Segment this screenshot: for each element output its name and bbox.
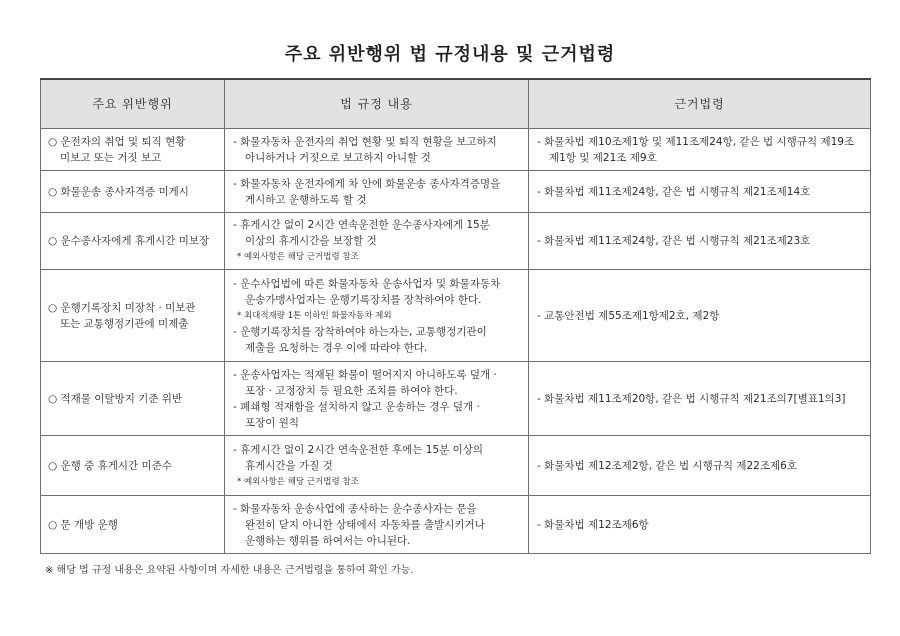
page-title: 주요 위반행위 법 규정내용 및 근거법령 xyxy=(284,44,616,65)
content-line: 게시하고 운행하도록 할 것 xyxy=(245,193,367,206)
table-row xyxy=(41,171,871,213)
content-line: 완전히 닫지 아니한 상태에서 자동차를 출발시키거나 xyxy=(245,518,485,531)
header-basis: 근거법령 xyxy=(529,79,871,129)
basis-line: - 화물차법 제11조제24항, 같은 법 시행규칙 제21조제23호 xyxy=(537,235,811,247)
table-header-row xyxy=(41,79,871,129)
violation-cell xyxy=(41,129,225,171)
basis-line: - 화물차법 제11조제20항, 같은 법 시행규칙 제21조의7[별표1의3] xyxy=(537,392,846,405)
table-row xyxy=(41,362,871,436)
violation-line: ○ 운행기록장치 미장착 · 미보관 xyxy=(48,301,196,314)
table-row xyxy=(41,436,871,496)
content-note: * 예외사항은 해당 근거법령 참조 xyxy=(237,252,359,262)
content-cell xyxy=(225,496,529,554)
content-line: 포장이 원칙 xyxy=(245,416,300,429)
content-line: - 화물자동차 운송사업에 종사하는 운수종사자는 문을 xyxy=(233,502,477,515)
violation-cell xyxy=(41,496,225,554)
violation-cell xyxy=(41,362,225,436)
content-line: 제출을 요청하는 경우 이에 따라야 한다. xyxy=(245,341,428,354)
content-cell xyxy=(225,270,529,362)
basis-line: - 교통안전법 제55조제1항제2호, 제2항 xyxy=(537,309,720,322)
basis-cell xyxy=(529,496,871,554)
basis-cell xyxy=(529,436,871,496)
content-line: - 휴게시간 없이 2시간 연속운전한 후에는 15분 이상의 xyxy=(233,443,484,456)
header-violation: 주요 위반행위 xyxy=(41,79,225,129)
header-content: 법 규정 내용 xyxy=(225,79,529,129)
basis-cell xyxy=(529,129,871,171)
basis-cell xyxy=(529,213,871,270)
content-note: * 최대적재량 1톤 이하인 화물자동차 제외 xyxy=(237,310,392,321)
basis-line: 제1항 및 제21조 제9호 xyxy=(549,151,657,164)
table-row xyxy=(41,213,871,270)
violation-cell xyxy=(41,171,225,213)
violation-line: ○ 운전자의 취업 및 퇴직 현황 xyxy=(48,135,186,148)
basis-line: - 화물차법 제10조제1항 및 제11조제24항, 같은 법 시행규칙 제19조 xyxy=(537,135,855,148)
table-row xyxy=(41,129,871,171)
content-line: 이상의 휴게시간을 보장할 것 xyxy=(245,235,377,247)
violation-line: 미보고 또는 거짓 보고 xyxy=(60,151,162,164)
content-line: 운행하는 행위를 하여서는 아니된다. xyxy=(245,534,411,547)
content-line: - 화물자동차 운전자의 취업 현황 및 퇴직 현황을 보고하지 xyxy=(233,135,497,148)
content-line: - 운행기록장치를 장착하여야 하는자는, 교통행정기관이 xyxy=(233,325,487,338)
violation-cell xyxy=(41,213,225,270)
content-line: 휴게시간을 가질 것 xyxy=(245,459,333,472)
content-line: 운송가맹사업자는 운행기록장치를 장착하여야 한다. xyxy=(245,293,482,306)
content-cell xyxy=(225,362,529,436)
violation-line: 또는 교통행정기관에 미제출 xyxy=(60,317,189,330)
content-line: - 운송사업자는 적재된 화물이 떨어지지 아니하도록 덮개 · xyxy=(233,368,497,381)
content-line: - 휴게시간 없이 2시간 연속운전한 운수종사자에게 15분 xyxy=(233,219,490,231)
content-cell xyxy=(225,129,529,171)
content-line: - 운수사업법에 따른 화물자동차 운송사업자 및 화물자동차 xyxy=(233,277,501,290)
content-cell xyxy=(225,213,529,270)
content-line: 포장 · 고정장치 등 필요한 조치를 하여야 한다. xyxy=(245,384,458,397)
basis-line: - 화물차법 제12조제2항, 같은 법 시행규칙 제22조제6호 xyxy=(537,459,797,472)
table-row xyxy=(41,496,871,554)
content-line: - 화물자동차 운전자에게 차 안에 화물운송 종사자격증명을 xyxy=(233,177,501,190)
violation-line: ○ 적재물 이탈방지 기준 위반 xyxy=(48,392,183,405)
violation-line: ○ 운수종사자에게 휴게시간 미보장 xyxy=(48,235,210,247)
content-note: * 예외사항은 해당 근거법령 참조 xyxy=(237,476,359,487)
content-line: - 폐쇄형 적재함을 설치하지 않고 운송하는 경우 덮개 · xyxy=(233,400,480,413)
violation-line: ○ 운행 중 휴게시간 미준수 xyxy=(48,459,172,472)
basis-line: - 화물차법 제12조제6항 xyxy=(537,518,649,531)
violation-cell xyxy=(41,436,225,496)
basis-cell xyxy=(529,171,871,213)
content-cell xyxy=(225,171,529,213)
content-cell xyxy=(225,436,529,496)
violation-line: ○ 문 개방 운행 xyxy=(48,518,118,531)
footnote: ※ 해당 법 규정 내용은 요약된 사항이며 자세한 내용은 근거법령을 통하여 확인 가능. xyxy=(45,565,414,576)
basis-cell xyxy=(529,362,871,436)
violation-cell xyxy=(41,270,225,362)
regulation-table xyxy=(40,78,871,554)
basis-line: - 화물차법 제11조제24항, 같은 법 시행규칙 제21조제14호 xyxy=(537,185,811,198)
basis-cell xyxy=(529,270,871,362)
content-line: 아니하거나 거짓으로 보고하지 아니할 것 xyxy=(245,151,431,164)
violation-line: ○ 화물운송 종사자격증 미게시 xyxy=(48,185,189,198)
table-row xyxy=(41,270,871,362)
